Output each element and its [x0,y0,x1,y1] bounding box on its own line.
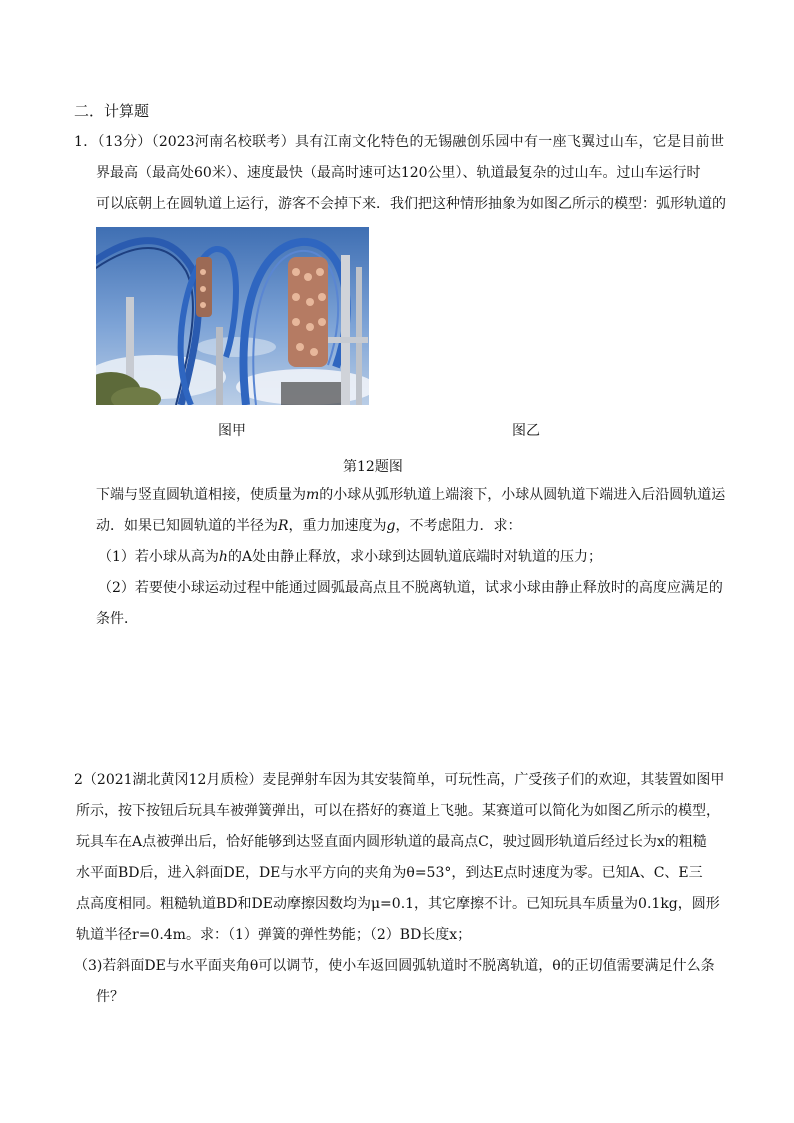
q2-line-2: 所示，按下按钮后玩具车被弹簧弹出，可以在搭好的赛道上飞驰。某赛道可以简化为如图乙所示的模型， [76,803,720,819]
q1-line-4 [96,485,725,505]
q2-line-3: 玩具车在A点被弹出后，恰好能够到达竖直面内圆形轨道的最高点C，驶过圆形轨道后经过长为x的粗糙 [76,834,707,850]
q2-line-4: 水平面BD后，进入斜面DE，DE与水平方向的夹角为θ=53°，到达E点时速度为零。已知A、C、E三 [76,865,703,881]
q2-line-8: 件？ [96,989,124,1005]
q2-line-1: 2（2021湖北黄冈12月质检）麦昆弹射车因为其安装简单，可玩性高，广受孩子们的欢迎，其装置如图甲 [74,772,725,788]
q1-line-5 [96,516,522,536]
q1-line-6-post: 的A处由静止释放，求小球到达圆轨道底端时对轨道的压力； [227,549,603,565]
var-g: g [386,518,396,534]
section-title: 二．计算题 [74,102,150,120]
q1-line-5-pre: 动．如果已知圆轨道的半径为 [96,518,278,534]
q1-line-6-pre: （1）若小球从高为 [98,549,219,565]
q1-line-5-mid: ，重力加速度为 [288,518,387,534]
roller-coaster-photo [96,227,369,405]
q1-line-5-post: ，不考虑阻力．求： [395,518,522,534]
var-h: h [218,549,228,565]
caption-figure-b: 图乙 [512,423,540,439]
q2-line-6: 轨道半径r=0.4m。求：（1）弹簧的弹性势能；（2）BD长度x； [76,927,472,943]
q2-line-7: （3)若斜面DE与水平面夹角θ可以调节，使小车返回圆弧轨道时不脱离轨道，θ的正切值需要满足什么条 [74,958,715,974]
caption-figure-a: 图甲 [218,423,246,439]
var-m: m [306,487,320,503]
q2-line-5: 点高度相同。粗糙轨道BD和DE动摩擦因数均为μ=0.1，其它摩擦不计。已知玩具车质量为0.1kg，圆形 [76,896,720,912]
q1-line-4-post: 的小球从弧形轨道上端滚下，小球从圆轨道下端进入后沿圆轨道运 [319,487,726,503]
var-R: R [278,518,289,534]
q1-line-2: 界最高（最高处60米）、速度最快（最高时速可达120公里）、轨道最复杂的过山车。过山车运行时 [96,165,701,181]
figure-title: 第12题图 [343,459,403,475]
q1-line-3: 可以底朝上在圆轨道上运行，游客不会掉下来．我们把这种情形抽象为如图乙所示的模型：弧形轨道的 [96,196,726,212]
q1-line-7: （2）若要使小球运动过程中能通过圆弧最高点且不脱离轨道，试求小球由静止释放时的高度应满足的 [98,580,723,596]
q1-line-1: 1．（13分）（2023河南名校联考）具有江南文化特色的无锡融创乐园中有一座飞翼过山车，它是目前世 [74,134,724,150]
q1-line-8: 条件． [96,611,138,627]
q1-line-6 [98,547,602,567]
q1-line-4-pre: 下端与竖直圆轨道相接，使质量为 [96,487,306,503]
